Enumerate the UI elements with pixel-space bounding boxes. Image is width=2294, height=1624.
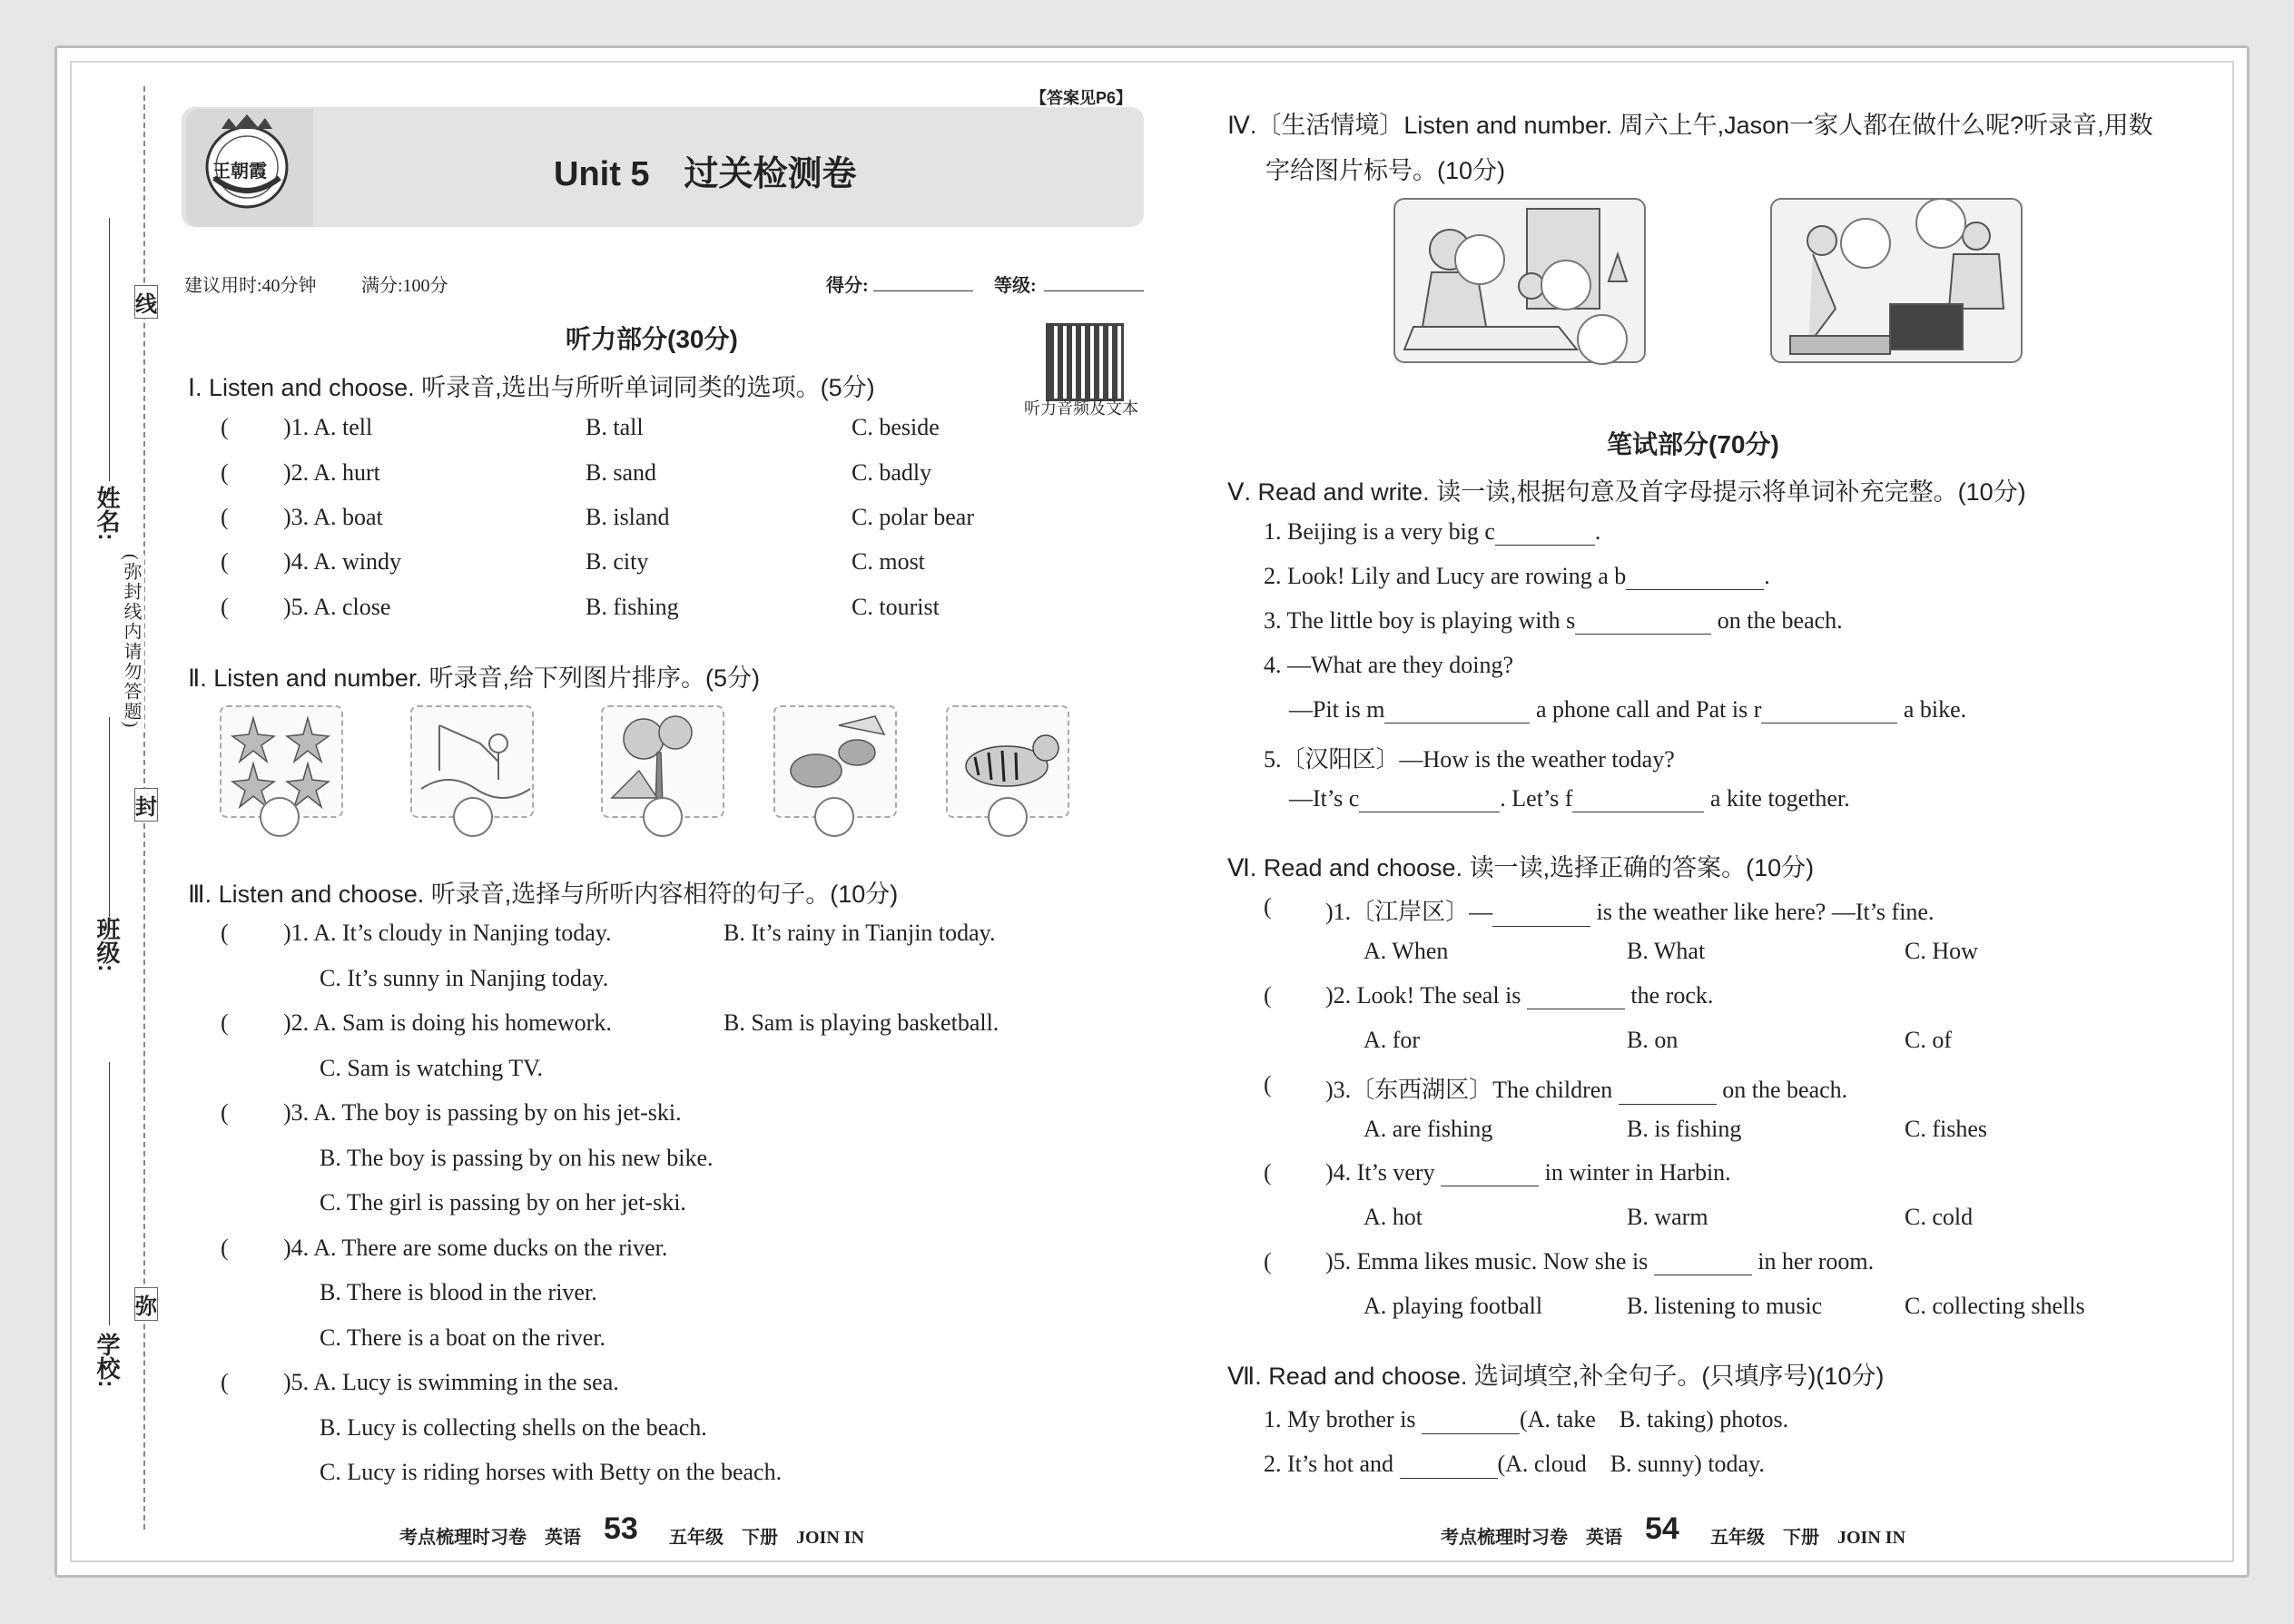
picture-family-living-room: [1770, 198, 2023, 363]
answer-circle[interactable]: [260, 797, 300, 837]
s6-title: Ⅵ. Read and choose. 读一读,选择正确的答案。(10分): [1227, 854, 1815, 881]
name-label: 姓名:: [94, 486, 121, 541]
answer-circle[interactable]: [1577, 314, 1628, 365]
mi-mark: 弥: [134, 1287, 158, 1321]
answer-circle[interactable]: [1915, 198, 1966, 249]
page-number-left: 53: [604, 1511, 638, 1546]
s5-line-2: 2. Look! Lily and Lucy are rowing a b .: [1264, 563, 1770, 589]
blank[interactable]: [1527, 985, 1625, 1009]
s2-title: Ⅱ. Listen and number. 听录音,给下列图片排序。(5分): [188, 664, 760, 692]
footer-right-text: 考点梳理时习卷 英语: [1441, 1528, 1622, 1548]
writing-heading: 笔试部分(70分): [1607, 430, 1779, 458]
blank[interactable]: [1575, 610, 1711, 635]
s4-title-2: 字给图片标号。(10分): [1265, 157, 1506, 184]
full-score-label: 满分:100分: [361, 276, 448, 296]
footer-left-tail: 五年级 下册 JOIN IN: [669, 1528, 865, 1548]
s6-q2: )2. Look! The seal is the rock.: [1325, 982, 1714, 1009]
blank[interactable]: [1492, 902, 1590, 927]
score-field[interactable]: [873, 290, 973, 291]
blank[interactable]: [1400, 1454, 1498, 1479]
blank[interactable]: [1572, 788, 1704, 812]
school-label: 学校:: [94, 1333, 121, 1388]
s5-line-4b: —Pit is m a phone call and Pat is r a bike.: [1289, 696, 1967, 723]
s7-line-1: 1. My brother is (A. take B. taking) photos.: [1264, 1406, 1789, 1432]
blank[interactable]: [1626, 566, 1764, 590]
answer-circle[interactable]: [643, 797, 683, 837]
grade-field[interactable]: [1044, 290, 1144, 291]
blank[interactable]: [1422, 1410, 1520, 1434]
publisher-logo: 王朝霞: [202, 114, 292, 214]
answer-ref: 【答案见P6】: [1030, 89, 1133, 107]
class-label: 班级:: [94, 917, 121, 972]
feng-mark: 封: [134, 788, 158, 822]
footer-left-text: 考点梳理时习卷 英语: [399, 1528, 581, 1548]
s6-q4: )4. It’s very in winter in Harbin.: [1325, 1159, 1731, 1186]
class-field[interactable]: [109, 717, 110, 917]
listening-heading: 听力部分(30分): [566, 325, 738, 353]
page-number-right: 54: [1645, 1511, 1679, 1546]
blank[interactable]: [1359, 788, 1500, 812]
s6-q1: )1.〔江岸区〕— is the weather like here? —It’s fine.: [1325, 899, 1935, 925]
s1-paren[interactable]: (: [221, 414, 229, 440]
answer-circle[interactable]: [988, 797, 1028, 837]
binding-note: (弥封线内请勿答题): [118, 554, 144, 729]
s5-line-1: 1. Beijing is a very big c .: [1264, 518, 1601, 545]
blank[interactable]: [1495, 521, 1595, 546]
answer-circle[interactable]: [814, 797, 854, 837]
blank[interactable]: [1761, 699, 1897, 723]
qr-code-icon[interactable]: [1046, 323, 1124, 401]
s4-title: Ⅳ.〔生活情境〕Listen and number. 周六上午,Jason一家人都在做什么呢?听录音,用数: [1227, 112, 2153, 139]
s6-q3: )3.〔东西湖区〕The children on the beach.: [1325, 1077, 1848, 1103]
qr-caption: 听力音频及文本: [1024, 399, 1138, 418]
blank[interactable]: [1441, 1162, 1539, 1186]
s1-title: Ⅰ. Listen and choose. 听录音,选出与所听单词同类的选项。(5分): [188, 374, 875, 401]
answer-circle[interactable]: [453, 797, 493, 837]
s5-line-5b: —It’s c . Let’s f a kite together.: [1289, 785, 1850, 812]
page-title: Unit 5 过关检测卷: [554, 155, 857, 193]
s5-line-3: 3. The little boy is playing with s on the beach.: [1264, 607, 1843, 634]
answer-circle[interactable]: [1541, 260, 1591, 310]
answer-circle[interactable]: [1454, 234, 1505, 285]
score-label: 得分:: [826, 276, 869, 296]
time-label: 建议用时:40分钟: [184, 276, 317, 296]
blank[interactable]: [1384, 699, 1530, 723]
name-field[interactable]: [109, 218, 110, 481]
s3-title: Ⅲ. Listen and choose. 听录音,选择与所听内容相符的句子。(10分): [188, 881, 899, 908]
footer-right-tail: 五年级 下册 JOIN IN: [1710, 1528, 1906, 1548]
s6-q5: )5. Emma likes music. Now she is in her room.: [1325, 1248, 1875, 1275]
blank[interactable]: [1654, 1251, 1752, 1275]
s7-title: Ⅶ. Read and choose. 选词填空,补全句子。(只填序号)(10分): [1227, 1363, 1885, 1390]
s5-title: Ⅴ. Read and write. 读一读,根据句意及首字母提示将单词补充完整。(10分): [1227, 478, 2026, 506]
s7-line-2: 2. It’s hot and (A. cloud B. sunny) today.: [1264, 1451, 1765, 1477]
answer-circle[interactable]: [1840, 218, 1891, 269]
xian-mark: 线: [134, 285, 158, 319]
blank[interactable]: [1619, 1080, 1717, 1105]
school-field[interactable]: [109, 1062, 110, 1325]
grade-label: 等级:: [994, 276, 1037, 296]
